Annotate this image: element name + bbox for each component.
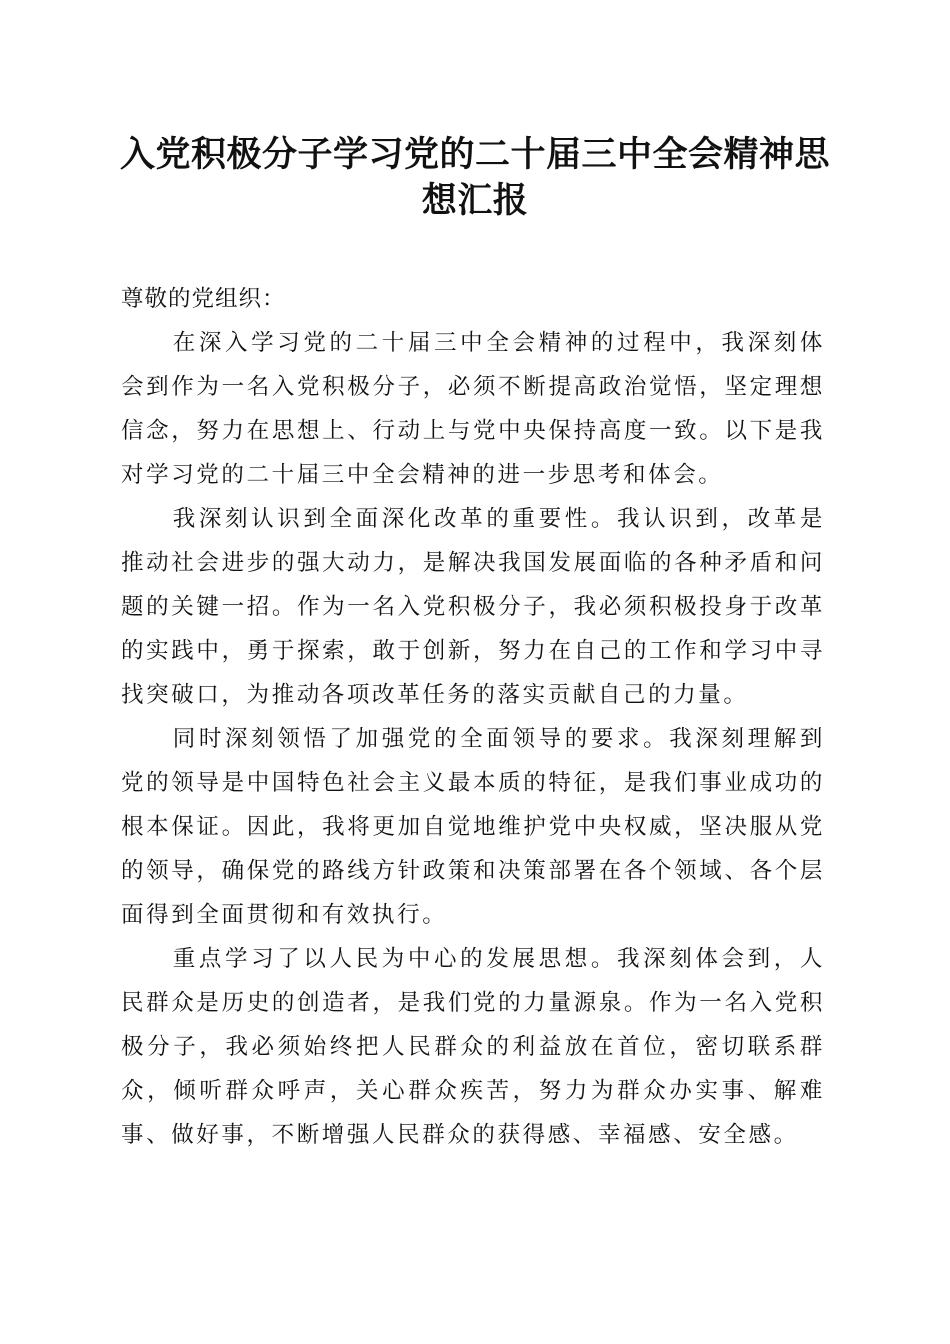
salutation: 尊敬的党组织： — [121, 286, 286, 312]
paragraph-2: 我深刻认识到全面深化改革的重要性。我认识到，改革是推动社会进步的强大动力，是解决我国发展面临的各种矛盾和问题的关键一招。作为一名入党积极分子，我必须积极投身于改革的实践中，勇于探索，敢于创新，努力在自己的工作和学习中寻找突破口，为推动各项改革任务的落实贡献自己的力量。 — [121, 506, 825, 708]
paragraph-3: 同时深刻领悟了加强党的全面领导的要求。我深刻理解到党的领导是中国特色社会主义最本质的特征，是我们事业成功的根本保证。因此，我将更加自觉地维护党中央权威，坚决服从党的领导，确保党的路线方针政策和决策部署在各个领域、各个层面得到全面贯彻和有效执行。 — [121, 726, 825, 928]
paragraph-4: 重点学习了以人民为中心的发展思想。我深刻体会到，人民群众是历史的创造者，是我们党的力量源泉。作为一名入党积极分子，我必须始终把人民群众的利益放在首位，密切联系群众，倾听群众呼声，关心群众疾苦，努力为群众办实事、解难事、做好事，不断增强人民群众的获得感、幸福感、安全感。 — [121, 946, 825, 1148]
document-body — [121, 277, 825, 1157]
paragraph-1: 在深入学习党的二十届三中全会精神的过程中，我深刻体会到作为一名入党积极分子，必须不断提高政治觉悟，坚定理想信念，努力在思想上、行动上与党中央保持高度一致。以下是我对学习党的二十届三中全会精神的进一步思考和体会。 — [121, 330, 825, 488]
document-title: 入党积极分子学习党的二十届三中全会精神思想汇报 — [119, 134, 830, 221]
